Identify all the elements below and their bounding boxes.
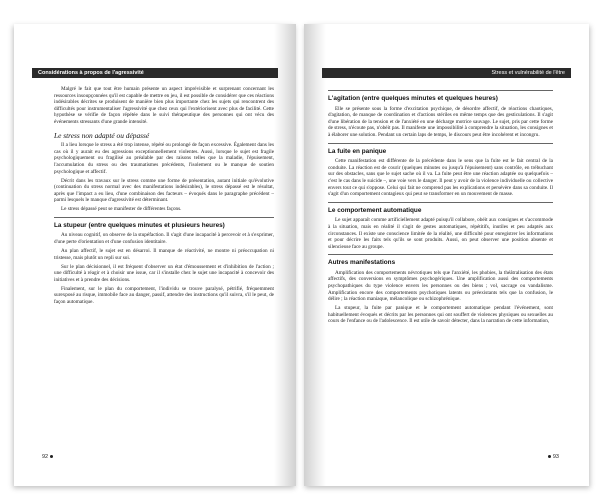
paragraph: Le stress dépassé peut se manifester de différentes façons. xyxy=(61,206,182,213)
page-number xyxy=(546,454,559,460)
paragraph: Il a lieu lorsque le stress a été trop intense, répété ou prolongé de façon excessive. Également dans les cas où il y aurait eu des agressions exceptionnellement violentes. Aussi, lorsque le sujet est fragile psychologiquement ou fragilisé au préalable par des raisons telles que la maladie, l'épuisement, l'accumulation du stress ou des traumatismes précédents, l'isolement ou le manque de soutien psychologique et affectif. xyxy=(54,142,274,175)
right-page xyxy=(304,24,589,486)
paragraph: Au plan affectif, le sujet est en désarroi. Il manque de réactivité, ne montre ni préoccupation ni tristesse, mais plutôt un repli sur soi. xyxy=(54,248,274,261)
section-divider xyxy=(328,254,553,255)
section-divider xyxy=(328,143,553,144)
running-header: Stress et vulnérabilité de l'être xyxy=(322,68,571,78)
paragraph: Amplification des comportements névrotiques tels que l'anxiété, les phobies, la théâtralisation des états affectifs, des conversions en symptômes psychogériques. Une amplification aussi des comportements psychopathiques du type violence envers les personnes ou des biens ; vol, saccage ou vandalisme. Amplification encore des comportements psychotiques latents ou préexistants tels que la confusion, le délire ; la réaction maniaque, mélancolique ou schizophrénique. xyxy=(328,269,553,303)
section-divider xyxy=(328,202,553,203)
section-heading: La fuite en panique xyxy=(328,147,387,155)
left-page xyxy=(14,24,296,486)
paragraph: Le sujet apparaît comme artificiellement adapté puisqu'il collabore, obéit aux consignes et s'accommode à la situation, mais en réalité il s'agit de gestes automatiques, répétitifs, inutiles et peu adaptés aux circonstances. Il existe une conscience limitée de la réalité, une difficulté pour enregistrer les informations et pour décrire les faits tels qu'ils se sont produits. Aussi, on peut observer une position absente et silencieuse face au groupe. xyxy=(328,217,553,250)
page-number-text: 92 xyxy=(42,454,49,460)
section-heading: La stupeur (entre quelques minutes et plusieurs heures) xyxy=(54,221,225,229)
running-header: Considérations à propos de l'agressivité xyxy=(32,68,278,78)
paragraph: Sur le plan décisionnel, il est fréquent d'observer un état d'émoussement et d'inhibition de l'action ; une difficulté à réagir et à choisir une issue, car il s'installe chez le sujet une incapacité à concevoir des initiatives et à prendre des décisions. xyxy=(54,263,274,283)
bullet-icon xyxy=(50,455,53,458)
gutter-shadow xyxy=(274,24,296,486)
section-divider xyxy=(54,217,274,218)
paragraph: Elle se présente sous la forme d'excitation psychique, de désordre affectif, de réactions chaotiques, d'agitation, de manque de coordination et d'actions stériles en même temps que des gesticulations. Il s'agit d'une libération de la tension et de l'anxiété en une décharge motrice sauvage. Le sujet, pris par cette forme de stress, n'écoute pas, n'obéit pas. Il manifeste une impossibilité à comprendre la situation, les consignes et à élaborer une solution. Pendant un certain laps de temps, le discours peut être incohérent et incongru. xyxy=(328,105,553,138)
paragraph: Décrit dans les travaux sur le stress comme une forme de présentation, autant initiale qu'évolutive (continuation du stress normal avec des manifestations indésirables), le stress dépassé est le résultat, après que l'impact a eu lieu, d'une combinaison des facteurs – évoqués dans le paragraphe précédent – parmi lesquels le manque d'agressivité est déterminant. xyxy=(54,177,274,204)
paragraph: Malgré le fait que tout être humain présente un aspect imprévisible et surprenant concernant les ressources insoupçonnées qu'il est capable de mettre en jeu, il est possible de considérer que ces réactions indésirables décrites se produisent de manière bien plus importante chez les sujets qui rencontrent des difficultés pour instrumentaliser l'agressivité que chez ceux qui l'extériorisent avec plus de facilité. Cette hypothèse se vérifie de façon répétée dans le suivi thérapeutique des personnes qui ont vécu des événements stressants d'une grande intensité. xyxy=(54,86,274,125)
paragraph: Au niveau cognitif, on observe de la stupéfaction. Il s'agit d'une incapacité à percevoir et à s'exprimer, d'une perte d'orientation et d'une confusion identitaire. xyxy=(54,232,274,246)
section-divider xyxy=(328,90,553,91)
section-heading: Autres manifestations xyxy=(328,259,396,267)
section-heading: Le stress non adapté ou dépassé xyxy=(54,130,150,140)
page-number-text: 93 xyxy=(552,454,559,460)
page-number xyxy=(42,454,55,460)
section-heading: Le comportement automatique xyxy=(328,206,422,214)
paragraph: Cette manifestation est différente de la précédente dans le sens que la fuite est le fait central de la conduite. La réaction est de courir (quelques minutes ou jusqu'à l'épuisement) sans contrôle, en trébuchant sur des obstacles, sans que le sujet sache où il va. La fuite peut être une réaction adaptée ou quelquefois – c'est le cas dans le suicide –, une voie vers le danger. Il peut y avoir de la violence individuelle ou collective envers tout ce qui s'oppose. Celui qui fait ne comprend pas les explications et persévère dans sa conduite. Il s'agit d'un comportement contagieux qui peut se transformer en un mouvement de masse. xyxy=(328,158,553,198)
bullet-icon xyxy=(548,455,551,458)
right-page-body xyxy=(328,86,553,327)
paragraph: La stupeur, la fuite par panique et le comportement automatique pendant l'événement, sont habituellement évoqués et décrits par les personnes qui ont souffert de violences physiques ou sexuelles au cours de l'enfance ou de l'adolescence. Il est utile de savoir détecter, dans la narration de cette information, xyxy=(328,305,553,325)
left-page-body xyxy=(54,86,274,308)
gutter-shadow xyxy=(304,24,326,486)
section-heading: L'agitation (entre quelques minutes et quelques heures) xyxy=(328,95,498,102)
paragraph: Finalement, sur le plan du comportement, l'individu se trouve paralysé, pétrifié, fréquemment surexposé au risque, immobile face au danger, passif, attendre des instructions qu'il suivra, s'il le peut, de façon automatique. xyxy=(54,285,274,305)
